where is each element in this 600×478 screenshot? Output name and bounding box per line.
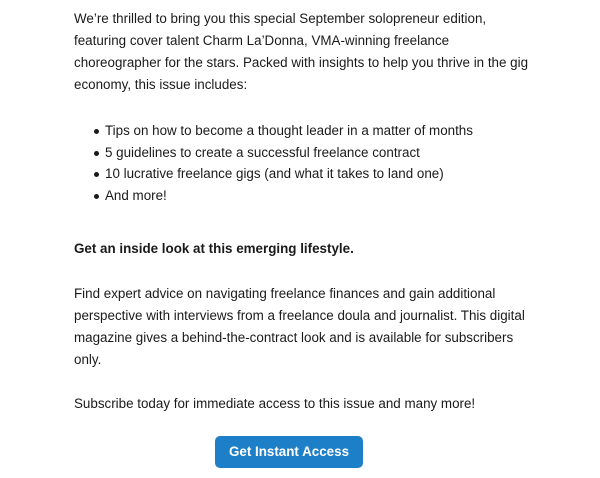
email-content [74,8,534,415]
body-paragraph: Find expert advice on navigating freelance finances and gain additional perspective with interviews from a freelance doula and journalist. This digital magazine gives a behind-the-contract look and is available for subscribers only. [74,286,525,367]
subscribe-paragraph: Subscribe today for immediate access to this issue and many more! [74,396,476,411]
list-item: Tips on how to become a thought leader in a matter of months [74,120,534,142]
intro-paragraph: We’re thrilled to bring you this special September solopreneur edition, featuring cover talent Charm La’Donna, VMA-winning freelance choreographer for the stars. Packed with insights to help you thrive in the gig economy, this issue includes: [74,11,529,92]
feature-list [74,120,534,206]
list-item: 10 lucrative freelance gigs (and what it takes to land one) [74,163,534,185]
get-instant-access-button[interactable]: Get Instant Access [215,436,363,468]
list-item: 5 guidelines to create a successful freelance contract [74,142,534,164]
cta-container [0,436,578,468]
list-item: And more! [74,185,534,207]
section-heading: Get an inside look at this emerging lifestyle. [74,241,354,256]
